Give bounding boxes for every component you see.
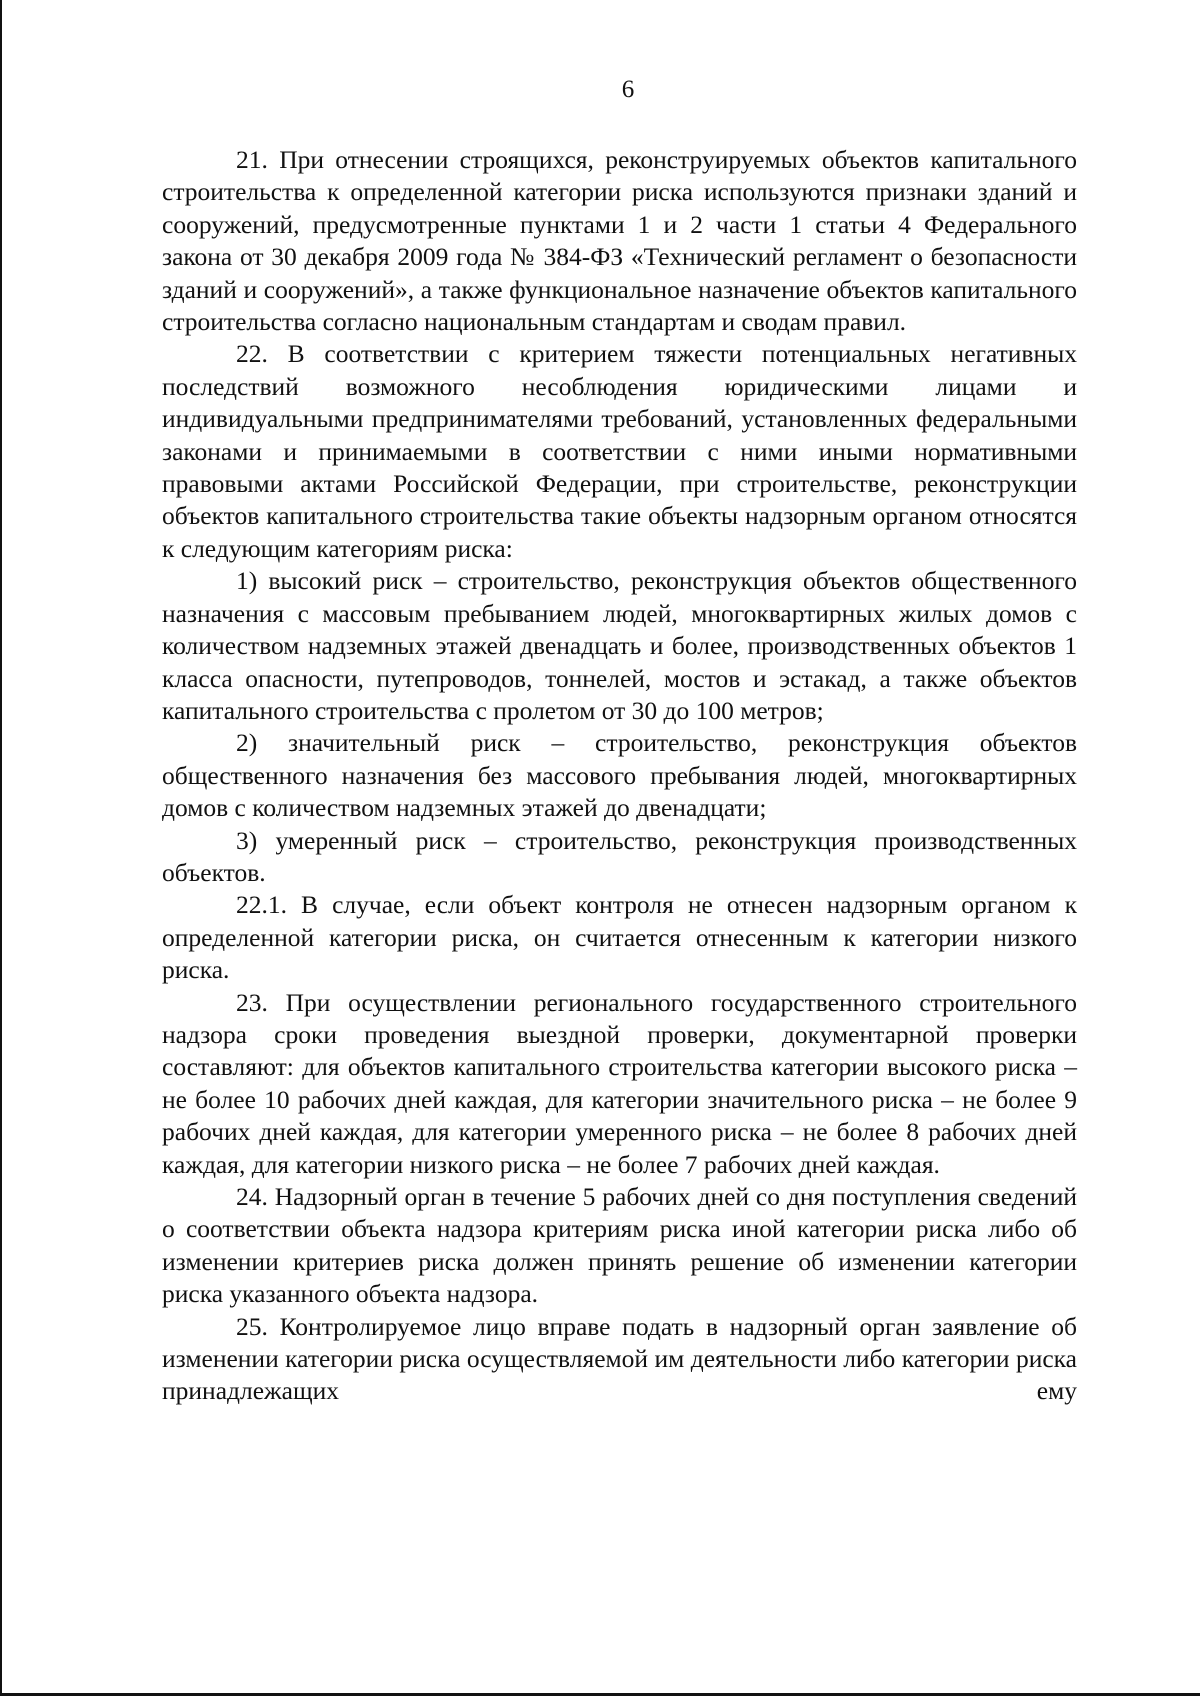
paragraph-24: 24. Надзорный орган в течение 5 рабочих дней со дня поступления сведений о соответствии объекта надзора критериям риска иной категории риска либо об изменении критериев риска должен принять решение об изменении категории риска указанного объекта надзора. xyxy=(162,1182,1077,1309)
list-item-moderate-risk: 3) умеренный риск – строительство, реконструкция производственных объектов. xyxy=(162,825,1077,887)
paragraph-21: 21. При отнесении строящихся, реконструируемых объектов капитального строительства к определенной категории риска используются признаки зданий и сооружений, предусмотренные пунктами 1 и 2 части 1 статьи 4 Федерального закона от 30 декабря 2009 года № 384-ФЗ «Технический регламент о безопасности зданий и сооружений», а также функциональное назначение объектов капитального строительства согласно национальным стандартам и сводам правил. xyxy=(162,145,1077,337)
list-item-high-risk: 1) высокий риск – строительство, реконструкция объектов общественного назначения с массовым пребыванием людей, многоквартирных жилых домов с количеством надземных этажей двенадцать и более, производственных объектов 1 класса опасности, путепроводов, тоннелей, мостов и эстакад, а также объектов капитального строительства с пролетом от 30 до 100 метров; xyxy=(162,566,1077,725)
scan-border-left xyxy=(0,0,2,1696)
paragraph-25: 25. Контролируемое лицо вправе подать в надзорный орган заявление об изменении категории риска осуществляемой им деятельности либо категории риска принадлежащих ему xyxy=(162,1311,1077,1406)
paragraph-22: 22. В соответствии с критерием тяжести потенциальных негативных последствий возможного несоблюдения юридическими лицами и индивидуальными предпринимателями требований, установленных федеральными законами и принимаемыми в соответствии с ними иными нормативными правовыми актами Российской Федерации, при строительстве, реконструкции объектов капитального строительства такие объекты надзорным органом относятся к следующим категориям риска: xyxy=(162,339,1077,563)
paragraph-22-1: 22.1. В случае, если объект контроля не отнесен надзорным органом к определенной категории риска, он считается отнесенным к категории низкого риска. xyxy=(162,890,1077,985)
page-number: 6 xyxy=(621,76,635,103)
list-item-significant-risk: 2) значительный риск – строительство, реконструкция объектов общественного назначения без массового пребывания людей, многоквартирных домов с количеством надземных этажей до двенадцати; xyxy=(162,728,1077,823)
paragraph-23: 23. При осуществлении регионального государственного строительного надзора сроки проведения выездной проверки, документарной проверки составляют: для объектов капитального строительства категории высокого риска – не более 10 рабочих дней каждая, для категории значительного риска – не более 9 рабочих дней каждая, для категории умеренного риска – не более 8 рабочих дней каждая, для категории низкого риска – не более 7 рабочих дней каждая. xyxy=(162,987,1077,1179)
document-body xyxy=(162,144,1077,1408)
